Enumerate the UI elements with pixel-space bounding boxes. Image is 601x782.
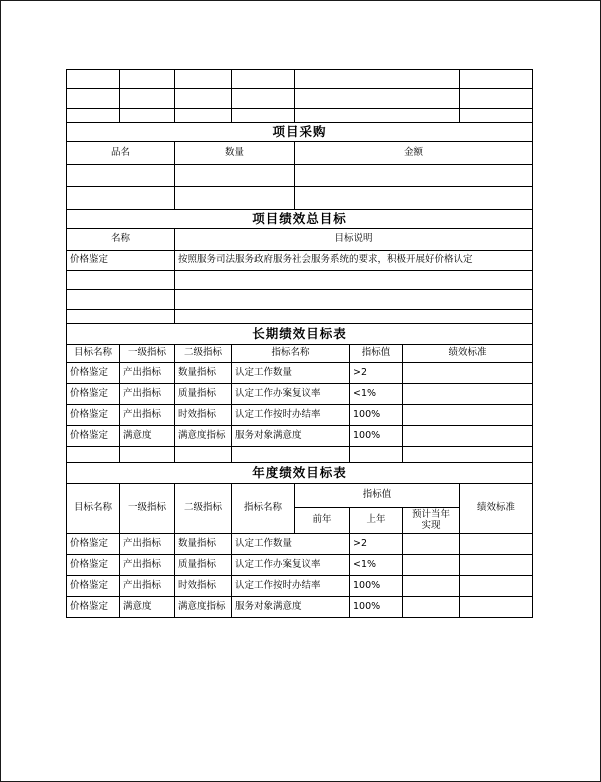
empty-cell bbox=[175, 89, 232, 109]
table-row bbox=[67, 89, 533, 109]
table-row bbox=[67, 210, 533, 229]
goal-name-cell: 价格鉴定 bbox=[67, 426, 120, 447]
empty-cell bbox=[175, 310, 533, 324]
table-row bbox=[67, 70, 533, 89]
empty-cell bbox=[175, 447, 232, 463]
level2-cell: 满意度指标 bbox=[175, 426, 232, 447]
level1-cell: 产出指标 bbox=[120, 363, 175, 384]
standard-cell bbox=[460, 534, 533, 555]
goal-description-cell: 按照服务司法服务政府服务社会服务系统的要求，积极开展好价格认定 bbox=[175, 251, 533, 271]
empty-cell bbox=[175, 109, 232, 123]
indicator-name-cell: 认定工作数量 bbox=[232, 534, 350, 555]
indicator-name-cell: 认定工作办案复议率 bbox=[232, 384, 350, 405]
table-row bbox=[67, 109, 533, 123]
col-header-level2-indicator: 二级指标 bbox=[175, 345, 232, 363]
table-row bbox=[67, 187, 533, 210]
table-row bbox=[67, 384, 533, 405]
table-row bbox=[67, 555, 533, 576]
table-row bbox=[67, 597, 533, 618]
level2-cell: 数量指标 bbox=[175, 363, 232, 384]
level2-cell: 时效指标 bbox=[175, 405, 232, 426]
standard-cell bbox=[403, 384, 533, 405]
empty-cell bbox=[460, 70, 533, 89]
empty-cell bbox=[175, 165, 295, 187]
table-row bbox=[67, 534, 533, 555]
indicator-name-cell: 认定工作办案复议率 bbox=[232, 555, 350, 576]
col-header-indicator-name: 指标名称 bbox=[232, 345, 350, 363]
col-header-goal-name: 目标名称 bbox=[67, 484, 120, 534]
level1-cell: 产出指标 bbox=[120, 534, 175, 555]
table-row bbox=[67, 447, 533, 463]
empty-cell bbox=[67, 310, 175, 324]
goal-name-cell: 价格鉴定 bbox=[67, 555, 120, 576]
table-row bbox=[67, 345, 533, 363]
expected-value-cell bbox=[403, 555, 460, 576]
last-year-value-cell: >2 bbox=[350, 534, 403, 555]
col-header-quantity: 数量 bbox=[175, 142, 295, 165]
table-row bbox=[67, 463, 533, 484]
empty-cell bbox=[67, 165, 175, 187]
table-row bbox=[67, 123, 533, 142]
col-header-product-name: 品名 bbox=[67, 142, 175, 165]
table-row bbox=[67, 484, 533, 508]
standard-cell bbox=[403, 426, 533, 447]
indicator-value-cell: <1% bbox=[350, 384, 403, 405]
last-year-value-cell: 100% bbox=[350, 597, 403, 618]
indicator-value-cell: 100% bbox=[350, 426, 403, 447]
col-header-expected-current-year: 预计当年实现 bbox=[403, 508, 460, 534]
table-row bbox=[67, 405, 533, 426]
indicator-name-cell: 服务对象满意度 bbox=[232, 597, 350, 618]
goal-name-cell: 价格鉴定 bbox=[67, 405, 120, 426]
table-row bbox=[67, 363, 533, 384]
empty-cell bbox=[232, 89, 295, 109]
col-header-goal-name: 目标名称 bbox=[67, 345, 120, 363]
col-header-goal-description: 目标说明 bbox=[175, 229, 533, 251]
level1-cell: 满意度 bbox=[120, 597, 175, 618]
col-header-name: 名称 bbox=[67, 229, 175, 251]
empty-cell bbox=[403, 447, 533, 463]
last-year-value-cell: 100% bbox=[350, 576, 403, 597]
standard-cell bbox=[403, 363, 533, 384]
indicator-name-cell: 认定工作数量 bbox=[232, 363, 350, 384]
long-term-section-title: 长期绩效目标表 bbox=[67, 324, 533, 345]
long-term-goal-table bbox=[66, 323, 533, 463]
annual-goal-table bbox=[66, 462, 533, 618]
indicator-name-cell: 认定工作按时办结率 bbox=[232, 405, 350, 426]
empty-cell bbox=[295, 187, 533, 210]
last-year-value-cell: <1% bbox=[350, 555, 403, 576]
overall-goal-table bbox=[66, 209, 533, 324]
empty-cell bbox=[232, 70, 295, 89]
empty-cell bbox=[460, 109, 533, 123]
standard-cell bbox=[460, 597, 533, 618]
empty-cell bbox=[67, 271, 175, 290]
goal-name-cell: 价格鉴定 bbox=[67, 251, 175, 271]
empty-cell bbox=[295, 89, 460, 109]
empty-cell bbox=[175, 290, 533, 310]
empty-cell bbox=[67, 290, 175, 310]
empty-cell bbox=[67, 89, 120, 109]
empty-cell bbox=[232, 109, 295, 123]
table-row bbox=[67, 142, 533, 165]
level2-cell: 数量指标 bbox=[175, 534, 232, 555]
table-row bbox=[67, 576, 533, 597]
goal-name-cell: 价格鉴定 bbox=[67, 363, 120, 384]
table-row bbox=[67, 229, 533, 251]
standard-cell bbox=[460, 576, 533, 597]
indicator-name-cell: 服务对象满意度 bbox=[232, 426, 350, 447]
level1-cell: 产出指标 bbox=[120, 555, 175, 576]
col-header-amount: 金额 bbox=[295, 142, 533, 165]
annual-section-title: 年度绩效目标表 bbox=[67, 463, 533, 484]
expected-value-cell bbox=[403, 597, 460, 618]
table-row bbox=[67, 310, 533, 324]
table-row bbox=[67, 251, 533, 271]
empty-cell bbox=[67, 187, 175, 210]
empty-cell bbox=[67, 109, 120, 123]
empty-cell bbox=[120, 109, 175, 123]
empty-cell bbox=[232, 447, 350, 463]
empty-cell bbox=[295, 70, 460, 89]
empty-cell bbox=[295, 165, 533, 187]
standard-cell bbox=[460, 555, 533, 576]
col-header-indicator-value: 指标值 bbox=[350, 345, 403, 363]
top-empty-table bbox=[66, 69, 533, 123]
level1-cell: 产出指标 bbox=[120, 405, 175, 426]
empty-cell bbox=[175, 70, 232, 89]
col-header-performance-standard: 绩效标准 bbox=[403, 345, 533, 363]
level2-cell: 质量指标 bbox=[175, 384, 232, 405]
procurement-table bbox=[66, 122, 533, 210]
empty-cell bbox=[120, 89, 175, 109]
overall-goal-section-title: 项目绩效总目标 bbox=[67, 210, 533, 229]
level2-cell: 满意度指标 bbox=[175, 597, 232, 618]
empty-cell bbox=[295, 109, 460, 123]
expected-value-cell bbox=[403, 576, 460, 597]
indicator-value-cell: >2 bbox=[350, 363, 403, 384]
standard-cell bbox=[403, 405, 533, 426]
empty-cell bbox=[120, 70, 175, 89]
table-row bbox=[67, 426, 533, 447]
empty-cell bbox=[67, 70, 120, 89]
col-header-level1-indicator: 一级指标 bbox=[120, 345, 175, 363]
empty-cell bbox=[350, 447, 403, 463]
level2-cell: 质量指标 bbox=[175, 555, 232, 576]
table-row bbox=[67, 271, 533, 290]
level1-cell: 产出指标 bbox=[120, 384, 175, 405]
col-header-last-year: 上年 bbox=[350, 508, 403, 534]
goal-name-cell: 价格鉴定 bbox=[67, 597, 120, 618]
goal-name-cell: 价格鉴定 bbox=[67, 534, 120, 555]
empty-cell bbox=[460, 89, 533, 109]
level1-cell: 满意度 bbox=[120, 426, 175, 447]
col-header-level1-indicator: 一级指标 bbox=[120, 484, 175, 534]
empty-cell bbox=[175, 187, 295, 210]
form-sheet bbox=[66, 69, 532, 618]
expected-value-cell bbox=[403, 534, 460, 555]
col-header-performance-standard: 绩效标准 bbox=[460, 484, 533, 534]
empty-cell bbox=[67, 447, 120, 463]
empty-cell bbox=[120, 447, 175, 463]
level2-cell: 时效指标 bbox=[175, 576, 232, 597]
col-header-year-before-last: 前年 bbox=[295, 508, 350, 534]
table-row bbox=[67, 324, 533, 345]
col-header-indicator-name: 指标名称 bbox=[232, 484, 295, 534]
col-header-indicator-value-group: 指标值 bbox=[295, 484, 460, 508]
goal-name-cell: 价格鉴定 bbox=[67, 576, 120, 597]
empty-cell bbox=[175, 271, 533, 290]
table-row bbox=[67, 165, 533, 187]
indicator-name-cell: 认定工作按时办结率 bbox=[232, 576, 350, 597]
indicator-value-cell: 100% bbox=[350, 405, 403, 426]
col-header-level2-indicator: 二级指标 bbox=[175, 484, 232, 534]
table-row bbox=[67, 290, 533, 310]
goal-name-cell: 价格鉴定 bbox=[67, 384, 120, 405]
level1-cell: 产出指标 bbox=[120, 576, 175, 597]
procurement-section-title: 项目采购 bbox=[67, 123, 533, 142]
